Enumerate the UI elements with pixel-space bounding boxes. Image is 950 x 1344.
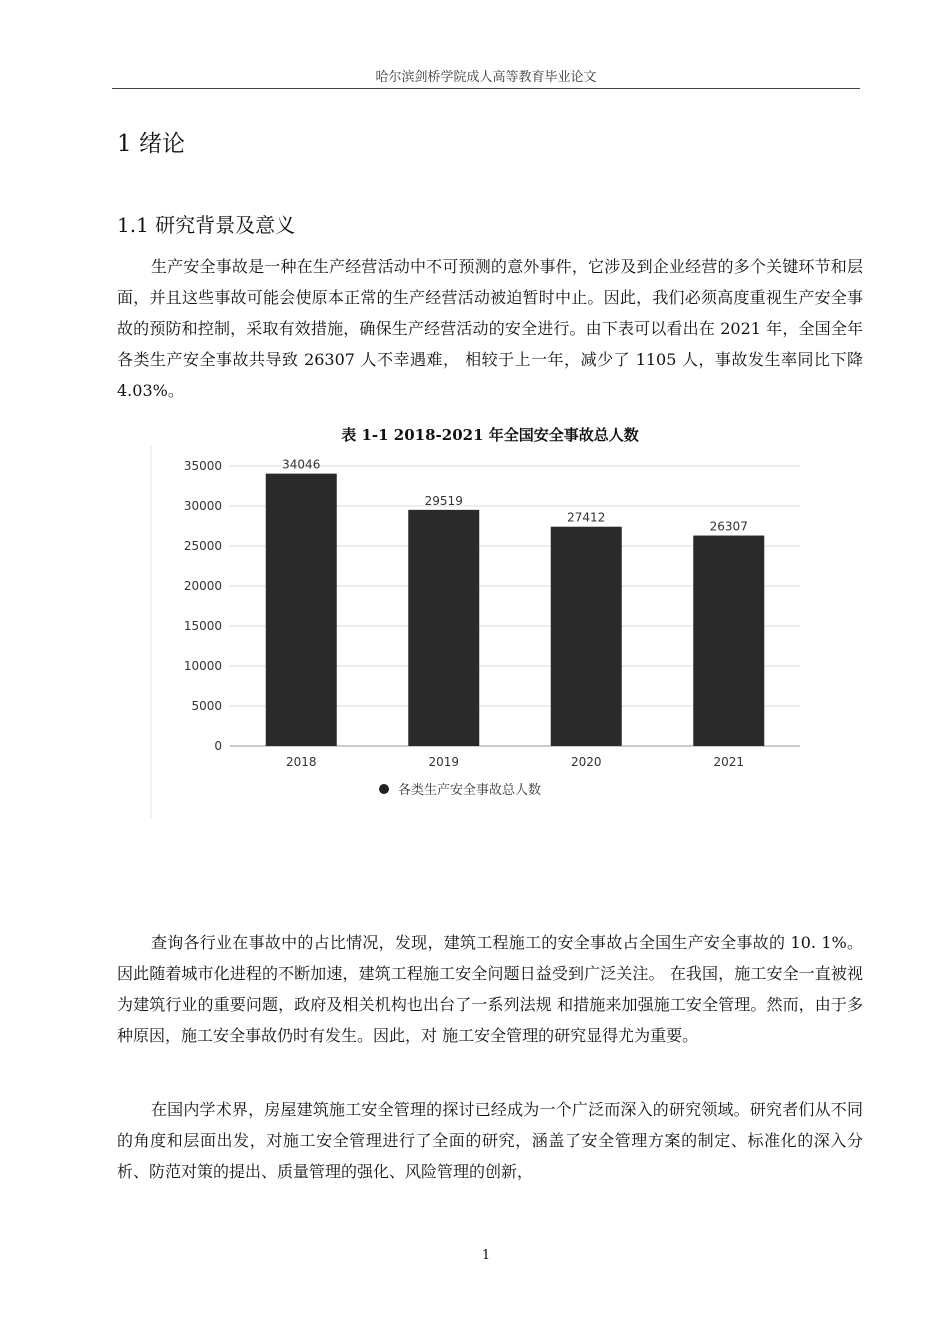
x-tick-label: 2021 (713, 755, 745, 769)
chart-svg (150, 446, 820, 818)
section-title: 1.1 研究背景及意义 (117, 213, 296, 237)
x-tick-label: 2019 (428, 755, 460, 769)
y-tick-label: 30000 (183, 499, 222, 513)
bar-value-label: 27412 (567, 510, 606, 525)
bar (693, 536, 764, 746)
bar (266, 474, 337, 746)
x-tick-label: 2020 (570, 755, 602, 769)
y-tick-label: 20000 (183, 579, 222, 593)
paragraph-3: 在国内学术界，房屋建筑施工安全管理的探讨已经成为一个广泛而深入的研究领域。研究者们从不同的角度和层面出发，对施工安全管理进行了全面的研究，涵盖了安全管理方案的制定、标准化的深入分析、防范对策的提出、质量管理的强化、风险管理的创新， (117, 1100, 863, 1181)
bar-value-label: 29519 (424, 493, 463, 508)
bar-value-label: 26307 (709, 519, 748, 534)
running-header: 哈尔滨剑桥学院成人高等教育毕业论文 (375, 70, 597, 85)
legend-label: 各类生产安全事故总人数 (398, 783, 542, 798)
legend-marker (379, 784, 389, 794)
y-tick-label: 10000 (183, 659, 222, 673)
paragraph-2: 查询各行业在事故中的占比情况，发现，建筑工程施工的安全事故占全国生产安全事故的 10. 1%。因此随着城市化进程的不断加速，建筑工程施工安全问题日益受到广泛关注。 在我国，施工安全一直被视为建筑行业的重要问题，政府及相关机构也出台了一系列法规 和措施来加强施工安全管理。然而，由于多种原因，施工安全事故仍时有发生。因此，对 施工安全管理的研究显得尤为重要。 (117, 933, 863, 1045)
paragraph-1: 生产安全事故是一种在生产经营活动中不可预测的意外事件，它涉及到企业经营的多个关键环节和层面，并且这些事故可能会使原本正常的生产经营活动被迫暂时中止。因此，我们必须高度重视生产安全事故的预防和控制，采取有效措施，确保生产经营活动的安全进行。由下表可以看出在 2021 年，全国全年各类生产安全事故共导致 26307 人不幸遇难， 相较于上一年，减少了 1105 人，事故发生率同比下降 4.03%。 (117, 257, 863, 400)
chapter-title: 1 绪论 (117, 131, 185, 157)
y-tick-label: 35000 (183, 459, 222, 473)
table-caption: 表 1-1 2018-2021 年全国安全事故总人数 (341, 426, 639, 444)
accident-bar-chart (150, 446, 820, 818)
bar (551, 527, 622, 746)
bar-value-label: 34046 (282, 457, 321, 472)
header-rule (112, 88, 860, 89)
y-tick-label: 15000 (183, 619, 222, 633)
y-tick-label: 5000 (191, 699, 222, 713)
page-number: 1 (481, 1248, 491, 1263)
bar (408, 510, 479, 746)
y-tick-label: 25000 (183, 539, 222, 553)
x-tick-label: 2018 (285, 755, 317, 769)
y-tick-label: 0 (214, 739, 222, 753)
